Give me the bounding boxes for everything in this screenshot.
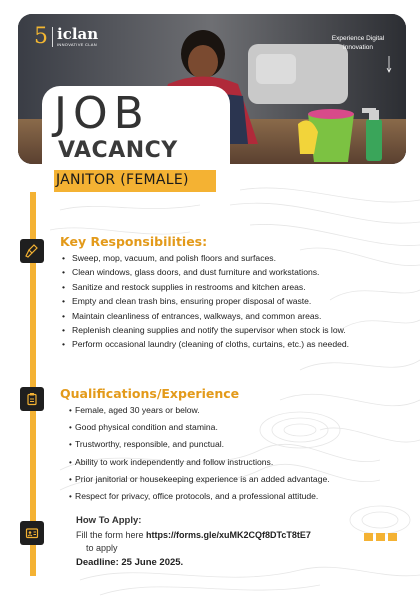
responsibilities-list — [62, 251, 362, 352]
deadline-text: Deadline: 25 June 2025. — [76, 557, 184, 568]
qualifications-heading: Qualifications/Experience — [60, 386, 240, 401]
mop-icon — [20, 239, 44, 263]
qualifications-list — [70, 402, 370, 505]
id-card-icon — [20, 521, 44, 545]
list-item: • Empty and clean trash bins, ensuring proper disposal of waste. — [62, 294, 362, 308]
list-item: • Sweep, mop, vacuum, and polish floors and surfaces. — [62, 251, 362, 265]
logo-wordmark — [57, 27, 98, 47]
list-item: • Good physical condition and stamina. — [70, 419, 370, 436]
clipboard-icon — [20, 387, 44, 411]
list-item: • Replenish cleaning supplies and notify the supervisor when stock is low. — [62, 323, 362, 337]
list-item: • Perform occasional laundry (cleaning of cloths, curtains, etc.) as needed. — [62, 337, 362, 351]
arrow-down-icon — [386, 56, 392, 74]
list-item: • Ability to work independently and follow instructions. — [70, 454, 370, 471]
brand-tagline: Experience Digital Innovation — [331, 35, 385, 51]
list-item: • Maintain cleanliness of entrances, walkways, and common areas. — [62, 309, 362, 323]
logo-number: 5 — [34, 24, 48, 49]
apply-text-after: to apply — [86, 543, 118, 553]
list-item: • Female, aged 30 years or below. — [70, 402, 370, 419]
how-to-apply-heading: How To Apply: — [76, 515, 142, 526]
logo-tagline: INNOVATIVE CLAN — [57, 42, 97, 47]
list-item: • Respect for privacy, office protocols, and a professional attitude. — [70, 488, 370, 505]
logo-divider — [52, 27, 53, 47]
apply-text-before: Fill the form here — [76, 530, 147, 540]
apply-instructions — [76, 530, 311, 540]
position-title: JANITOR (FEMALE) — [56, 172, 189, 188]
list-item: • Prior janitorial or housekeeping experience is an added advantage. — [70, 471, 370, 488]
title-vacancy: VACANCY — [58, 138, 178, 163]
list-item: • Sanitize and restock supplies in restrooms and kitchen areas. — [62, 280, 362, 294]
title-job: JOB — [54, 88, 150, 139]
dot — [364, 533, 373, 541]
list-item: • Trustworthy, responsible, and punctual. — [70, 436, 370, 453]
list-item: • Clean windows, glass doors, and dust furniture and workstations. — [62, 265, 362, 279]
brand-logo — [34, 26, 98, 48]
responsibilities-heading: Key Responsibilities: — [60, 234, 208, 249]
logo-name: iclan — [57, 25, 99, 43]
dot — [388, 533, 397, 541]
application-form-link[interactable]: https://forms.gle/xuMK2CQf8DTcT8tE7 — [146, 530, 311, 540]
dot — [376, 533, 385, 541]
decorative-dots — [364, 533, 397, 541]
